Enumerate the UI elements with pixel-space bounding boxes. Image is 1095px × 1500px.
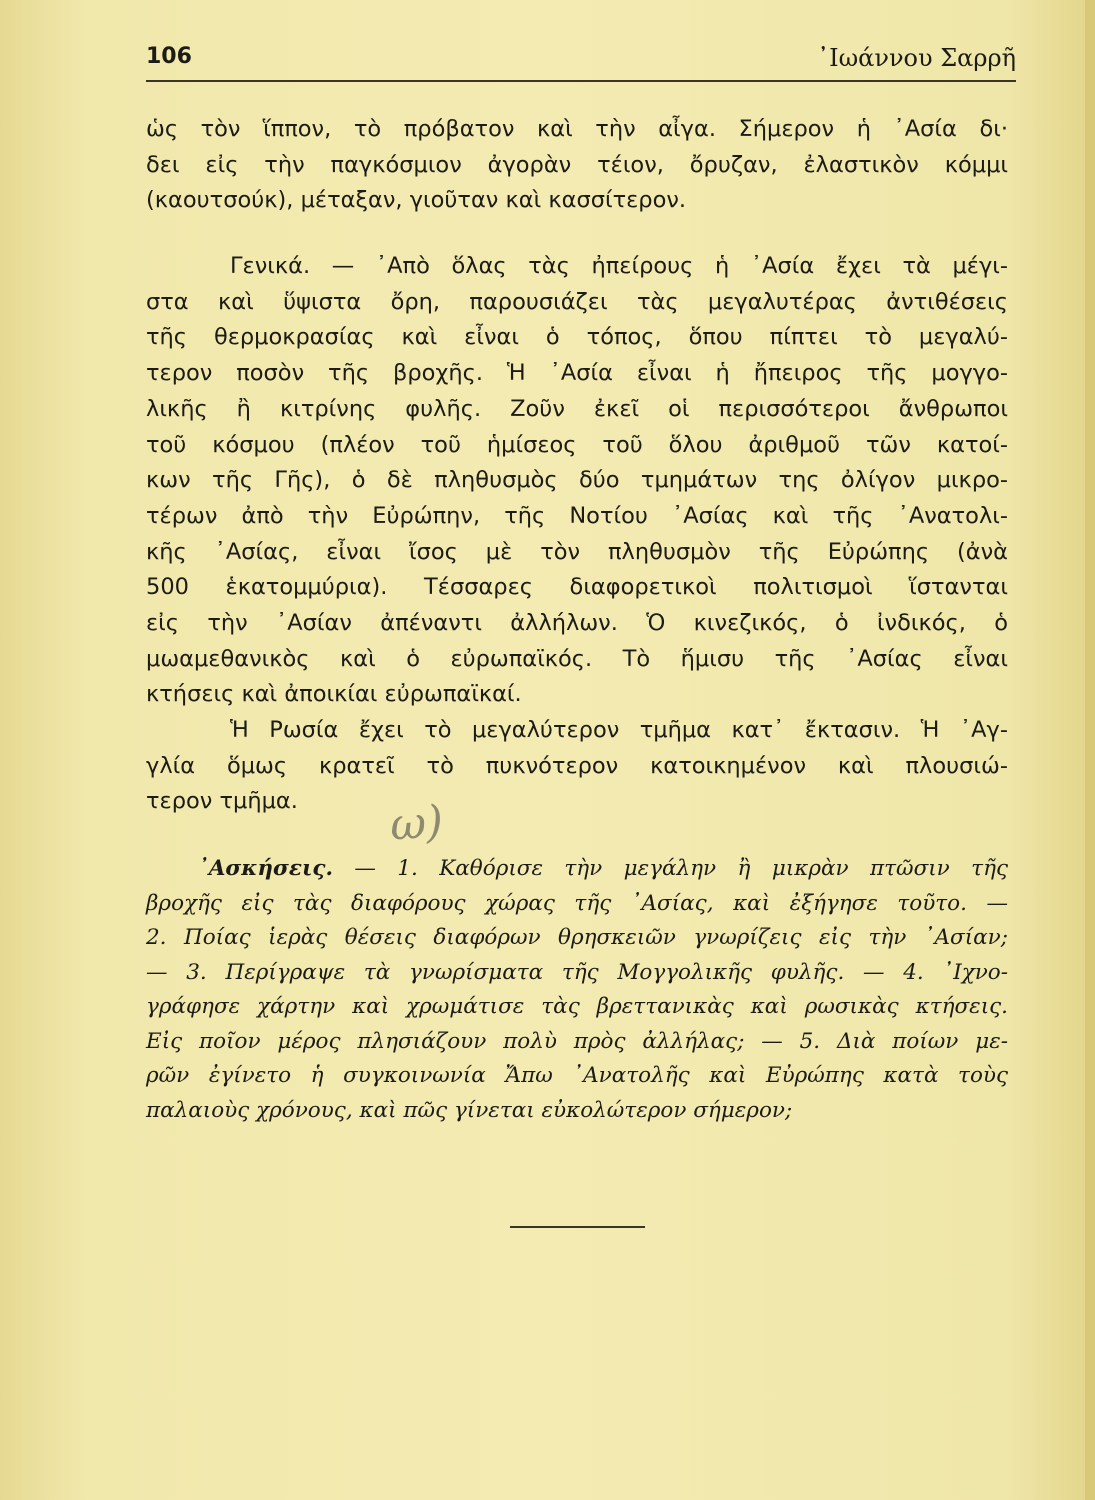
exercises-block: [146, 852, 1008, 1128]
text-line: τέρων ἀπὸ τὴν Εὐρώπην, τῆς Νοτίου ᾿Ασίας καὶ τῆς ᾿Ανατολι-: [146, 502, 1008, 529]
page-number: 106: [146, 44, 192, 69]
header-rule: [146, 80, 1016, 82]
text-line: Ἡ Ρωσία ἔχει τὸ μεγαλύτερον τμῆμα κατ᾿ ἔκτασιν. Ἡ ᾿Αγ-: [230, 717, 1008, 743]
text-line: εἰς τὴν ᾿Ασίαν ἀπέναντι ἀλλήλων. Ὁ κινεζικός, ὁ ἰνδικός, ὁ: [146, 609, 1008, 636]
text-line: ὡς τὸν ἵππον, τὸ πρόβατον καὶ τὴν αἶγα. Σήμερον ἡ ᾿Ασία δι·: [146, 116, 1008, 142]
running-head: ᾿Ιωάννου Σαρρῆ: [817, 44, 1016, 72]
exercise-line: [146, 852, 1008, 887]
exercise-line: Εἰς ποῖον μέρος πλησιάζουν πολὺ πρὸς ἀλλήλας; — 5. Διὰ ποίων με-: [146, 1028, 1008, 1054]
end-rule: [510, 1226, 645, 1228]
text-line: 500 ἑκατομμύρια). Τέσσαρες διαφορετικοὶ πολιτισμοὶ ἵστανται: [146, 574, 1008, 601]
exercises-title: ᾿Ασκήσεις.: [198, 856, 333, 881]
page-header: [146, 44, 1016, 84]
exercise-line: παλαιοὺς χρόνους, καὶ πῶς γίνεται εὐκολώτερον σήμερον;: [146, 1097, 793, 1123]
text-line: τερον ποσὸν τῆς βροχῆς. Ἡ ᾿Ασία εἶναι ἡ ἤπειρος τῆς μογγο-: [146, 360, 1008, 387]
text-line: κῆς ᾿Ασίας, εἶναι ἴσος μὲ τὸν πληθυσμὸν τῆς Εὐρώπης (ἀνὰ: [146, 538, 1008, 565]
text-line: γλία ὅμως κρατεῖ τὸ πυκνότερον κατοικημένον καὶ πλουσιώ-: [146, 752, 1008, 779]
exercise-line: 2. Ποίας ἱερὰς θέσεις διαφόρων θρησκειῶν γνωρίζεις εἰς τὴν ᾿Ασίαν;: [146, 925, 1008, 950]
text-line: κτήσεις καὶ ἀποικίαι εὐρωπαϊκαί.: [146, 681, 522, 708]
exercise-text: — 1. Καθόρισε τὴν μεγάλην ἢ μικρὰν πτῶσιν τῆς: [332, 856, 1008, 881]
exercise-line: βροχῆς εἰς τὰς διαφόρους χώρας τῆς ᾿Ασίας, καὶ ἐξήγησε τοῦτο. —: [146, 890, 1008, 916]
text-line: στα καὶ ὕψιστα ὄρη, παρουσιάζει τὰς μεγαλυτέρας ἀντιθέσεις: [146, 288, 1008, 315]
page-edge: [1085, 0, 1095, 1500]
text-line: λικῆς ἢ κιτρίνης φυλῆς. Ζοῦν ἐκεῖ οἱ περισσότεροι ἄνθρωποι: [146, 395, 1008, 422]
text-line: τῆς θερμοκρασίας καὶ εἶναι ὁ τόπος, ὅπου πίπτει τὸ μεγαλύ-: [146, 324, 1008, 351]
text-line: μωαμεθανικὸς καὶ ὁ εὐρωπαϊκός. Τὸ ἥμισυ τῆς ᾿Ασίας εἶναι: [146, 645, 1008, 672]
text-line: κων τῆς Γῆς), ὁ δὲ πληθυσμὸς δύο τμημάτων της ὀλίγον μικρο-: [146, 467, 1008, 494]
text-line: δει εἰς τὴν παγκόσμιον ἀγορὰν τέιον, ὄρυζαν, ἐλαστικὸν κόμμι: [146, 151, 1008, 178]
exercise-line: γράφησε χάρτην καὶ χρωμάτισε τὰς βρεττανικὰς καὶ ρωσικὰς κτήσεις.: [146, 994, 1008, 1019]
text-line: τοῦ κόσμου (πλέον τοῦ ἡμίσεος τοῦ ὅλου ἀριθμοῦ τῶν κατοί-: [146, 431, 1008, 458]
handwritten-mark: ω): [388, 796, 445, 851]
exercise-line: — 3. Περίγραψε τὰ γνωρίσματα τῆς Μογγολικῆς φυλῆς. — 4. ᾿Ιχνο-: [146, 959, 1008, 985]
text-line: Γενικά. — ᾿Απὸ ὅλας τὰς ἠπείρους ἡ ᾿Ασία ἔχει τὰ μέγι-: [230, 253, 1008, 280]
text-line: (καουτσούκ), μέταξαν, γιοῦταν καὶ κασσίτερον.: [146, 187, 687, 214]
paragraph-gap: [146, 219, 1008, 249]
exercise-line: ρῶν ἐγίνετο ἡ συγκοινωνία Ἄπω ᾿Ανατολῆς καὶ Εὐρώπης κατὰ τοὺς: [146, 1063, 1008, 1088]
text-line: τερον τμῆμα.: [146, 788, 298, 815]
body-text: [146, 112, 1008, 820]
